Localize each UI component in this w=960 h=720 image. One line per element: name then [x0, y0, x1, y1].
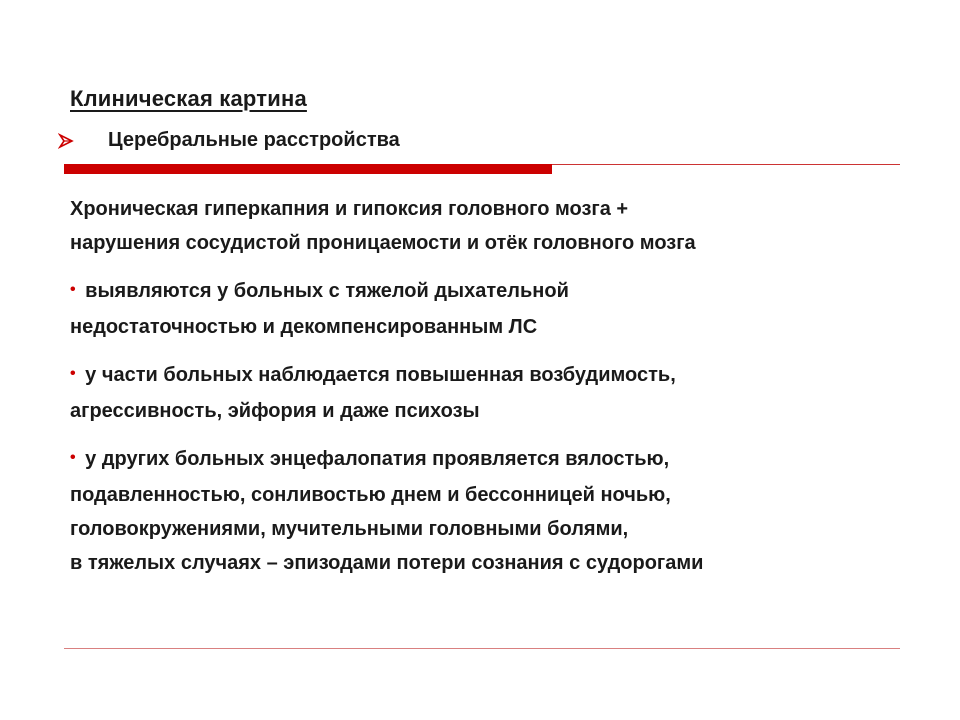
intro-paragraph — [70, 192, 910, 260]
bullet-icon: • — [70, 449, 76, 466]
bullet-icon: • — [70, 365, 76, 382]
bullet-line: агрессивность, эйфория и даже психозы — [70, 400, 480, 422]
bullet-item — [70, 442, 910, 580]
bullet-line: недостаточностью и декомпенсированным ЛС — [70, 316, 538, 338]
slide-title: Клиническая картина — [70, 86, 307, 111]
intro-line: Хроническая гиперкапния и гипоксия головного мозга + — [70, 198, 629, 220]
bullet-line: у части больных наблюдается повышенная возбудимость, — [79, 364, 676, 386]
bullet-line: головокружениями, мучительными головными болями, — [70, 518, 629, 540]
bullet-icon: • — [70, 281, 76, 298]
bullet-item — [70, 358, 910, 428]
bullet-item — [70, 274, 910, 344]
arrow-bullet-icon — [58, 133, 74, 149]
bullet-line: в тяжелых случаях – эпизодами потери сознания с судорогами — [70, 552, 704, 574]
header-divider-line — [552, 164, 900, 165]
footer-divider-line — [64, 648, 900, 649]
bullet-line: у других больных энцефалопатия проявляется вялостью, — [79, 448, 670, 470]
header-accent-bar — [64, 164, 552, 174]
bullet-line: подавленностью, сонливостью днем и бессонницей ночью, — [70, 484, 671, 506]
intro-line: нарушения сосудистой проницаемости и отёк головного мозга — [70, 232, 696, 254]
bullet-line: выявляются у больных с тяжелой дыхательной — [79, 280, 569, 302]
slide-subtitle: Церебральные расстройства — [108, 129, 400, 151]
subtitle-row — [58, 129, 400, 152]
slide-body — [70, 192, 910, 580]
